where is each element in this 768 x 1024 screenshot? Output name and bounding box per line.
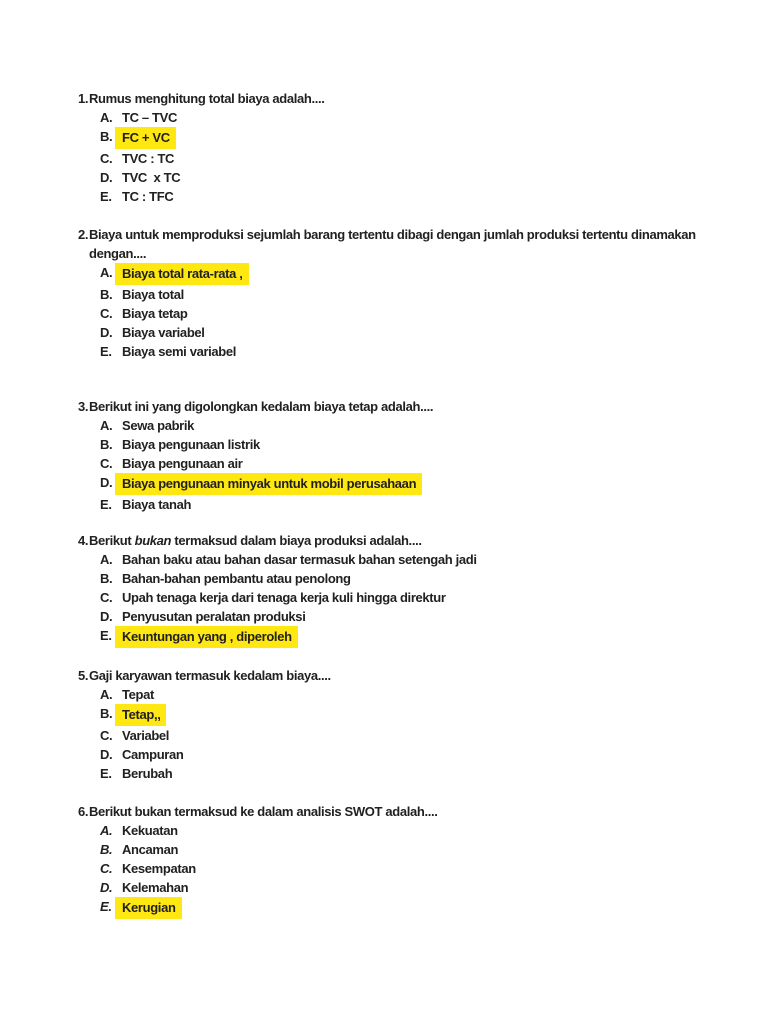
option-text: TVC x TC (122, 170, 181, 185)
question-title-row (78, 666, 754, 685)
option-text: Bahan-bahan pembantu atau penolong (122, 571, 351, 586)
question-title (89, 397, 754, 416)
option-letter: C. (100, 728, 113, 743)
option-text: TC – TVC (122, 110, 177, 125)
question-title-row (78, 397, 754, 416)
option-row (78, 840, 754, 859)
option-letter: C. (100, 306, 113, 321)
question-title (89, 666, 754, 685)
question (78, 666, 754, 783)
question-title-text: Berikut ini yang digolongkan kedalam biaya tetap adalah.... (89, 399, 434, 414)
question-number: 5. (78, 668, 89, 683)
option-row (78, 263, 754, 285)
question (78, 802, 754, 919)
option-text-highlighted: Biaya pengunaan minyak untuk mobil perusahaan (115, 473, 422, 495)
option-letter: E. (100, 497, 112, 512)
option-letter: D. (100, 609, 113, 624)
option-letter: E. (100, 628, 112, 643)
option-row (78, 821, 754, 840)
option-row (78, 187, 754, 206)
option-letter: E. (100, 189, 112, 204)
option-row (78, 495, 754, 514)
option-row (78, 108, 754, 127)
option-letter: A. (100, 265, 113, 280)
option-row (78, 897, 754, 919)
option-letter: D. (100, 325, 113, 340)
question-title-row (78, 531, 754, 550)
question-title-row (78, 802, 754, 821)
question-title-line (89, 531, 754, 550)
question-title-row (78, 225, 754, 263)
option-row (78, 878, 754, 897)
option-row (78, 416, 754, 435)
option-text: Biaya pengunaan listrik (122, 437, 260, 452)
question-title (89, 531, 754, 550)
option-text: Kekuatan (122, 823, 178, 838)
question-title-line (89, 802, 754, 821)
option-row (78, 285, 754, 304)
option-letter: C. (100, 590, 113, 605)
option-letter: D. (100, 475, 113, 490)
option-text: Campuran (122, 747, 184, 762)
option-text: TC : TFC (122, 189, 174, 204)
option-row (78, 607, 754, 626)
option-letter: A. (100, 823, 113, 838)
option-letter: B. (100, 129, 113, 144)
question-number: 3. (78, 399, 89, 414)
option-row (78, 704, 754, 726)
option-text: Biaya semi variabel (122, 344, 237, 359)
question-number: 1. (78, 91, 89, 106)
option-row (78, 685, 754, 704)
question (78, 531, 754, 648)
option-row (78, 588, 754, 607)
option-letter: B. (100, 571, 113, 586)
question-number: 2. (78, 227, 89, 242)
option-text-highlighted: Kerugian (115, 897, 182, 919)
question-title-text: Berikut bukan termaksud ke dalam analisis SWOT adalah.... (89, 804, 438, 819)
option-letter: D. (100, 880, 113, 895)
question (78, 397, 754, 514)
option-letter: E. (100, 344, 112, 359)
question-list (78, 89, 754, 919)
question-title-row (78, 89, 754, 108)
option-text: Tepat (122, 687, 154, 702)
option-text: Biaya pengunaan air (122, 456, 243, 471)
question (78, 89, 754, 206)
question-title-text: bukan (134, 533, 172, 548)
option-letter: C. (100, 151, 113, 166)
option-row (78, 149, 754, 168)
option-text: Variabel (122, 728, 170, 743)
option-text: Biaya variabel (122, 325, 205, 340)
option-text: Biaya total (122, 287, 184, 302)
option-text: Bahan baku atau bahan dasar termasuk bahan setengah jadi (122, 552, 477, 567)
option-letter: B. (100, 437, 113, 452)
option-letter: A. (100, 687, 113, 702)
option-letter: D. (100, 170, 113, 185)
option-letter: E. (100, 766, 112, 781)
question-number: 6. (78, 804, 89, 819)
question-title-line (89, 89, 754, 108)
question-title-line (89, 397, 754, 416)
option-text-highlighted: FC + VC (115, 127, 176, 149)
option-letter: B. (100, 287, 113, 302)
question-title (89, 802, 754, 821)
question-title-text: Gaji karyawan termasuk kedalam biaya.... (89, 668, 331, 683)
question-title-text: termaksud dalam biaya produksi adalah.... (171, 533, 422, 548)
option-row (78, 323, 754, 342)
question-title-line (89, 666, 754, 685)
option-letter: D. (100, 747, 113, 762)
option-text: Berubah (122, 766, 173, 781)
question-title-line (89, 225, 754, 244)
option-row (78, 168, 754, 187)
option-letter: A. (100, 110, 113, 125)
option-letter: B. (100, 706, 113, 721)
option-text: Kesempatan (122, 861, 196, 876)
question-title-line (89, 244, 754, 263)
option-row (78, 342, 754, 361)
option-row (78, 569, 754, 588)
option-text: Upah tenaga kerja dari tenaga kerja kuli hingga direktur (122, 590, 446, 605)
option-text-highlighted: Biaya total rata-rata , (115, 263, 249, 285)
option-row (78, 859, 754, 878)
option-row (78, 473, 754, 495)
question-number: 4. (78, 533, 89, 548)
option-letter: A. (100, 418, 113, 433)
option-row (78, 550, 754, 569)
option-letter: E. (100, 899, 112, 914)
option-text-highlighted: Keuntungan yang , diperoleh (115, 626, 298, 648)
option-text: TVC : TC (122, 151, 175, 166)
option-letter: C. (100, 456, 113, 471)
option-text: Kelemahan (122, 880, 189, 895)
option-row (78, 745, 754, 764)
option-row (78, 626, 754, 648)
question-title (89, 89, 754, 108)
question-title-text: Rumus menghitung total biaya adalah.... (89, 91, 325, 106)
question-title-text: Berikut (89, 533, 135, 548)
option-row (78, 454, 754, 473)
question-title-text: Biaya untuk memproduksi sejumlah barang tertentu dibagi dengan jumlah produksi tertentu dinamakan (89, 227, 696, 242)
option-letter: A. (100, 552, 113, 567)
option-row (78, 764, 754, 783)
option-letter: C. (100, 861, 113, 876)
option-row (78, 726, 754, 745)
option-text-highlighted: Tetap,, (115, 704, 166, 726)
option-letter: B. (100, 842, 113, 857)
option-text: Biaya tetap (122, 306, 188, 321)
option-text: Ancaman (122, 842, 179, 857)
option-row (78, 127, 754, 149)
option-text: Biaya tanah (122, 497, 192, 512)
option-text: Sewa pabrik (122, 418, 195, 433)
question-title-text: dengan.... (89, 246, 147, 261)
option-text: Penyusutan peralatan produksi (122, 609, 306, 624)
option-row (78, 435, 754, 454)
option-row (78, 304, 754, 323)
question (78, 225, 754, 361)
question-title (89, 225, 754, 263)
